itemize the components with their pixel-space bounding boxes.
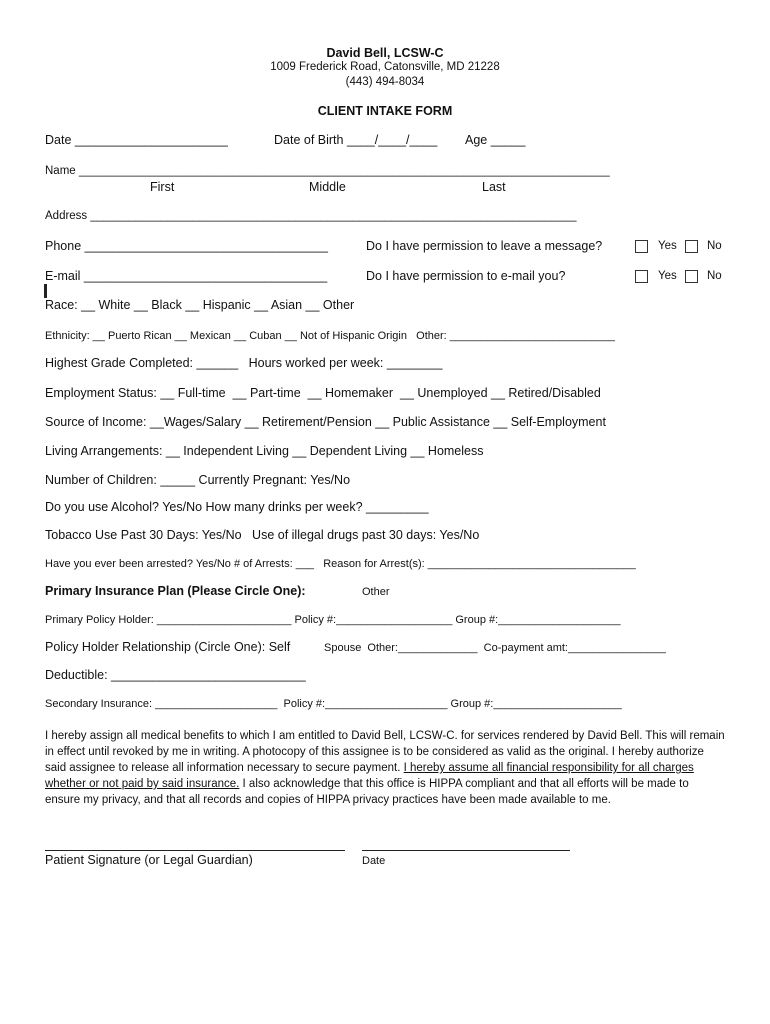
relationship-label[interactable]: Policy Holder Relationship (Circle One): Self (45, 640, 291, 654)
no-label: No (707, 270, 722, 282)
tobacco-drugs-field[interactable]: Tobacco Use Past 30 Days: Yes/No Use of illegal drugs past 30 days: Yes/No (45, 528, 480, 542)
children-pregnant-field[interactable]: Number of Children: _____ Currently Pregnant: Yes/No (45, 473, 351, 487)
email-field[interactable]: E-mail ___________________________________ (45, 269, 328, 283)
name-middle-label: Middle (309, 180, 346, 194)
age-field[interactable]: Age _____ (465, 133, 526, 147)
financial-responsibility-text: I hereby assume all financial responsibility for all charges whether or not paid by said insurance. (45, 762, 694, 790)
authorization-text-1: I hereby assign all medical benefits to which I am entitled to David Bell, LCSW-C. for services rendered by David Bell. This will remain in effect until revoked by me in writing. A photocopy of this assignee is to be considered as valid as the original. I hereby authorize said assignee to release all information necessary to secure payment. (45, 730, 725, 774)
name-field[interactable]: Name ___________________________________________________________________________________ (45, 165, 610, 177)
email-permission-no-checkbox[interactable] (685, 270, 698, 283)
primary-insurance-label: Primary Insurance Plan (Please Circle One): (45, 584, 306, 598)
signature-date-label: Date (362, 855, 386, 867)
date-field[interactable]: Date ______________________ (45, 133, 228, 147)
secondary-insurance-field[interactable]: Secondary Insurance: ____________________ Policy #:____________________ Group #:_____________________ (45, 698, 622, 710)
grade-hours-field[interactable]: Highest Grade Completed: ______ Hours worked per week: ________ (45, 356, 443, 370)
email-permission-question: Do I have permission to e-mail you? (366, 269, 566, 283)
signature-date-line[interactable] (362, 850, 570, 851)
ethnicity-field[interactable]: Ethnicity: __ Puerto Rican __ Mexican __ Cuban __ Not of Hispanic Origin Other: ___________________________ (45, 330, 615, 342)
income-source-field[interactable]: Source of Income: __Wages/Salary __ Retirement/Pension __ Public Assistance __ Self-Employment (45, 415, 606, 429)
phone-field[interactable]: Phone ___________________________________ (45, 239, 328, 253)
message-permission-yes-checkbox[interactable] (635, 240, 648, 253)
yes-label: Yes (658, 270, 677, 282)
name-last-label: Last (482, 180, 506, 194)
employment-status-field[interactable]: Employment Status: __ Full-time __ Part-time __ Homemaker __ Unemployed __ Retired/Disabled (45, 386, 601, 400)
deductible-field[interactable]: Deductible: ____________________________ (45, 668, 306, 682)
message-permission-no-checkbox[interactable] (685, 240, 698, 253)
provider-name: David Bell, LCSW-C (326, 46, 444, 60)
authorization-paragraph (45, 728, 725, 808)
text-cursor (44, 284, 47, 298)
alcohol-field[interactable]: Do you use Alcohol? Yes/No How many drinks per week? _________ (45, 500, 429, 514)
name-first-label: First (150, 180, 175, 194)
primary-policy-field[interactable]: Primary Policy Holder: ______________________ Policy #:___________________ Group #:____________________ (45, 614, 621, 626)
living-arrangements-field[interactable]: Living Arrangements: __ Independent Living __ Dependent Living __ Homeless (45, 444, 484, 458)
insurance-other-option[interactable]: Other (362, 586, 390, 598)
provider-address: 1009 Frederick Road, Catonsville, MD 21228 (270, 61, 500, 73)
authorization-text-2: I also acknowledge that this office is HIPPA compliant and that all efforts will be made to ensure my privacy, and that all records and copies of HIPPA privacy practices have been made available to me. (45, 778, 689, 806)
message-permission-question: Do I have permission to leave a message? (366, 239, 603, 253)
address-field[interactable]: Address ____________________________________________________________________________ (45, 210, 577, 222)
dob-field[interactable]: Date of Birth ____/____/____ (274, 133, 438, 147)
provider-phone: (443) 494-8034 (345, 76, 425, 88)
relationship-options[interactable]: Spouse Other:_____________ Co-payment amt:________________ (324, 642, 666, 654)
patient-signature-label: Patient Signature (or Legal Guardian) (45, 853, 253, 867)
arrest-field[interactable]: Have you ever been arrested? Yes/No # of Arrests: ___ Reason for Arrest(s): __________________________________ (45, 558, 636, 570)
email-permission-yes-checkbox[interactable] (635, 270, 648, 283)
yes-label: Yes (658, 240, 677, 252)
patient-signature-line[interactable] (45, 850, 345, 851)
form-title: CLIENT INTAKE FORM (317, 104, 453, 118)
race-field[interactable]: Race: __ White __ Black __ Hispanic __ Asian __ Other (45, 298, 355, 312)
no-label: No (707, 240, 722, 252)
